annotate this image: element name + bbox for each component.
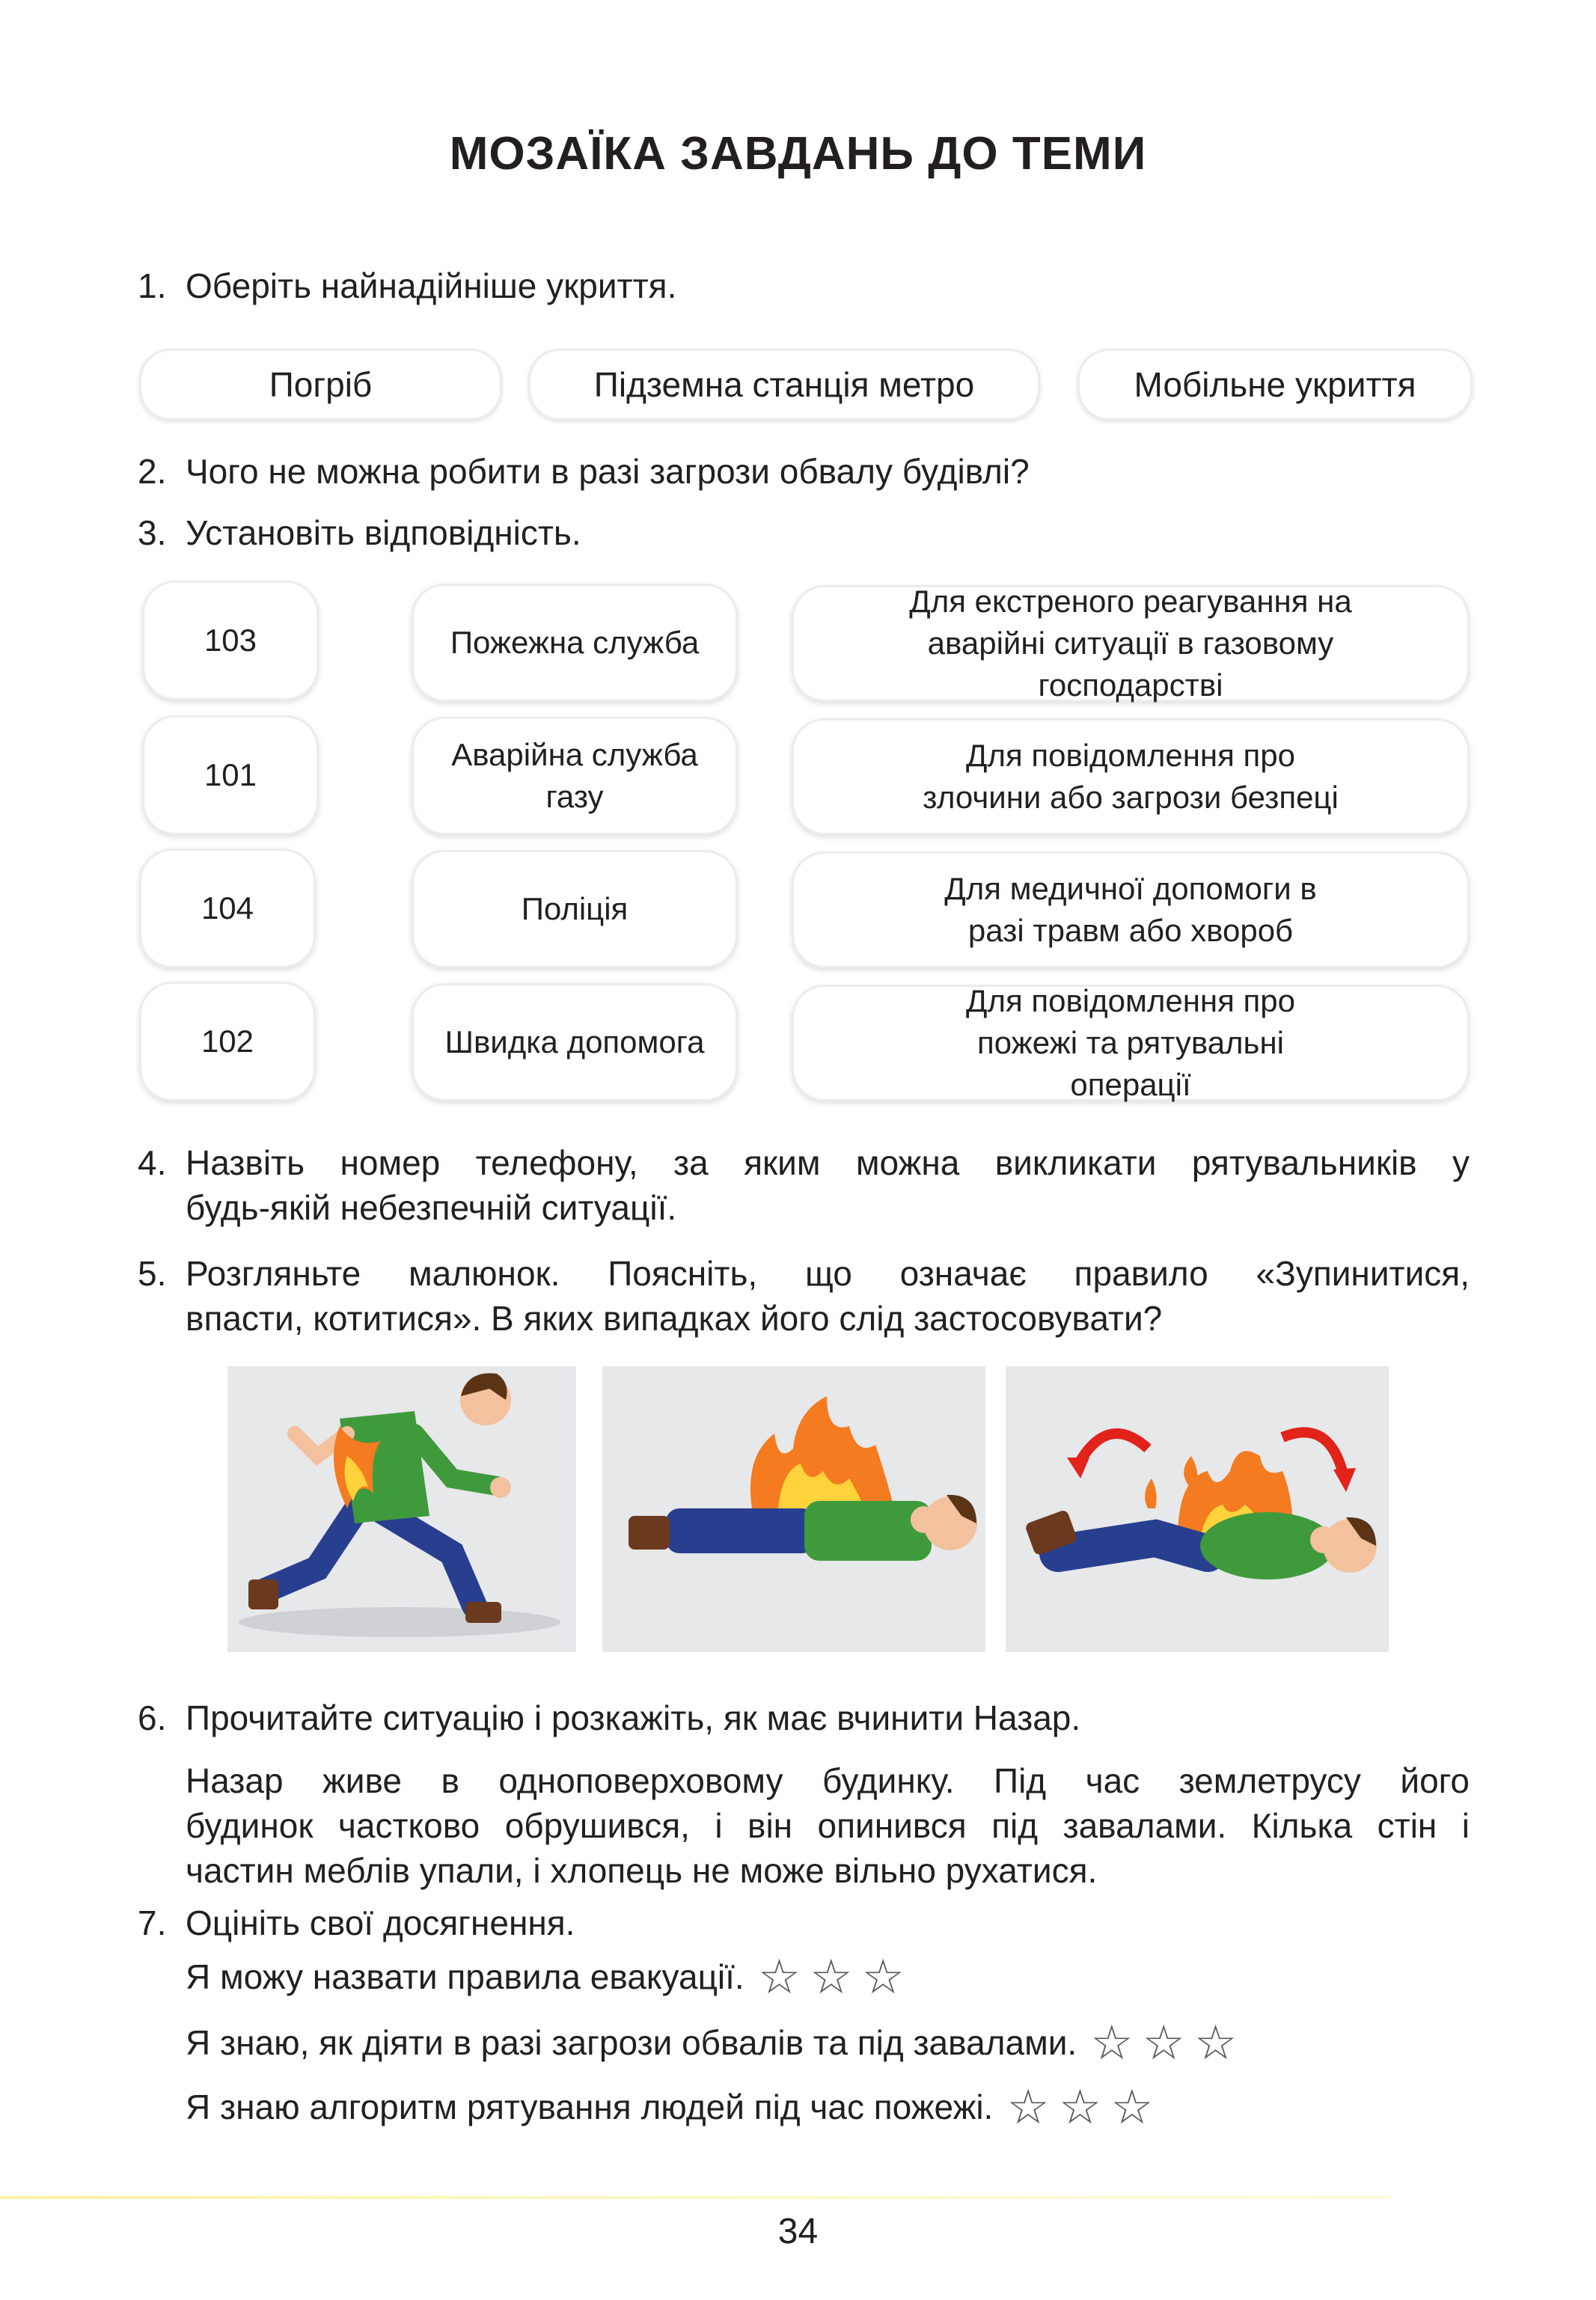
question-number: 6. [138, 1698, 167, 1737]
service-name[interactable]: Пожежна служба [412, 584, 738, 702]
question-4 [138, 1140, 1470, 1230]
paragraph-line: частин меблів упали, і хлопець не може вільно рухатися. [186, 1851, 1098, 1890]
service-description[interactable]: Для повідомлення про пожежі та рятувальні операції [792, 985, 1470, 1101]
question-text: Чого не можна робити в разі загрози обвалу будівлі? [186, 452, 1030, 491]
self-assessment-text: Я знаю, як діяти в разі загрози обвалів та під завалами. [186, 2023, 1077, 2062]
question-7 [138, 1900, 1485, 1945]
service-name[interactable]: Швидка допомога [412, 983, 738, 1101]
page-number: 34 [777, 2212, 819, 2251]
service-description[interactable]: Для повідомлення про злочини або загрози безпеці [792, 718, 1470, 835]
question-number: 1. [138, 266, 167, 305]
situation-paragraph [186, 1758, 1470, 1893]
running-boy-on-fire-image [227, 1366, 576, 1652]
emergency-number[interactable]: 101 [142, 715, 319, 835]
rating-stars-icon[interactable]: ☆☆☆ [1006, 2080, 1163, 2135]
option-cellar[interactable]: Погріб [139, 349, 502, 420]
emergency-number[interactable]: 104 [139, 848, 316, 968]
question-number: 3. [138, 513, 167, 552]
illustration-drop [602, 1366, 985, 1652]
option-mobile-shelter[interactable]: Мобільне укриття [1077, 349, 1473, 420]
question-text-line: впасти, котитися». В яких випадках його слід застосовувати? [186, 1299, 1163, 1338]
question-text-line: Назвіть номер телефону, за яким можна викликати рятувальників у [186, 1143, 1470, 1182]
page-title: МОЗАЇКА ЗАВДАНЬ ДО ТЕМИ [449, 128, 1147, 180]
question-5 [138, 1251, 1470, 1341]
question-number: 4. [138, 1143, 167, 1182]
rating-stars-icon[interactable]: ☆☆☆ [1090, 2016, 1247, 2071]
self-assessment-text: Я знаю алгоритм рятування людей під час пожежі. [186, 2088, 994, 2126]
illustration-roll [1006, 1366, 1389, 1652]
service-description[interactable]: Для медичної допомоги в разі травм або хвороб [792, 851, 1470, 968]
service-description[interactable]: Для екстреного реагування на аварійні ситуації в газовому господарстві [792, 585, 1470, 702]
paragraph-line: Назар живе в одноповерховому будинку. Під час землетрусу його [186, 1761, 1470, 1800]
option-metro-station[interactable]: Підземна станція метро [528, 349, 1040, 420]
paragraph-line: будинок частково обрушився, і він опинився під завалами. Кілька стін і [186, 1806, 1470, 1845]
question-2 [138, 449, 1485, 494]
service-name[interactable]: Поліція [412, 850, 738, 968]
emergency-number[interactable]: 102 [139, 982, 316, 1101]
question-text-line: Розгляньте малюнок. Поясніть, що означає правило «Зупинитися, [186, 1254, 1470, 1293]
question-1 [138, 263, 1485, 308]
question-6 [138, 1695, 1485, 1740]
question-text: Оберіть найнадійніше укриття. [186, 266, 677, 305]
question-text-line: будь-якій небезпечній ситуації. [186, 1188, 677, 1227]
rolling-boy-on-fire-image [1006, 1366, 1389, 1652]
footer-rule [0, 2196, 1392, 2199]
emergency-number[interactable]: 103 [142, 581, 319, 700]
self-assessment-item [186, 1950, 1470, 2014]
service-name[interactable]: Аварійна служба газу [412, 717, 738, 835]
question-number: 2. [138, 452, 167, 491]
illustration-stop [227, 1366, 576, 1652]
self-assessment-text: Я можу назвати правила евакуації. [186, 1957, 745, 1996]
self-assessment-item [186, 2080, 1470, 2144]
self-assessment-item [186, 2016, 1470, 2080]
question-text: Установіть відповідність. [186, 513, 581, 552]
question-number: 7. [138, 1903, 167, 1942]
question-text: Оцініть свої досягнення. [186, 1903, 575, 1942]
rating-stars-icon[interactable]: ☆☆☆ [757, 1950, 914, 2005]
question-3 [138, 510, 1485, 555]
question-text: Прочитайте ситуацію і розкажіть, як має вчинити Назар. [186, 1698, 1081, 1737]
question-number: 5. [138, 1254, 167, 1293]
lying-boy-on-fire-image [602, 1366, 985, 1652]
